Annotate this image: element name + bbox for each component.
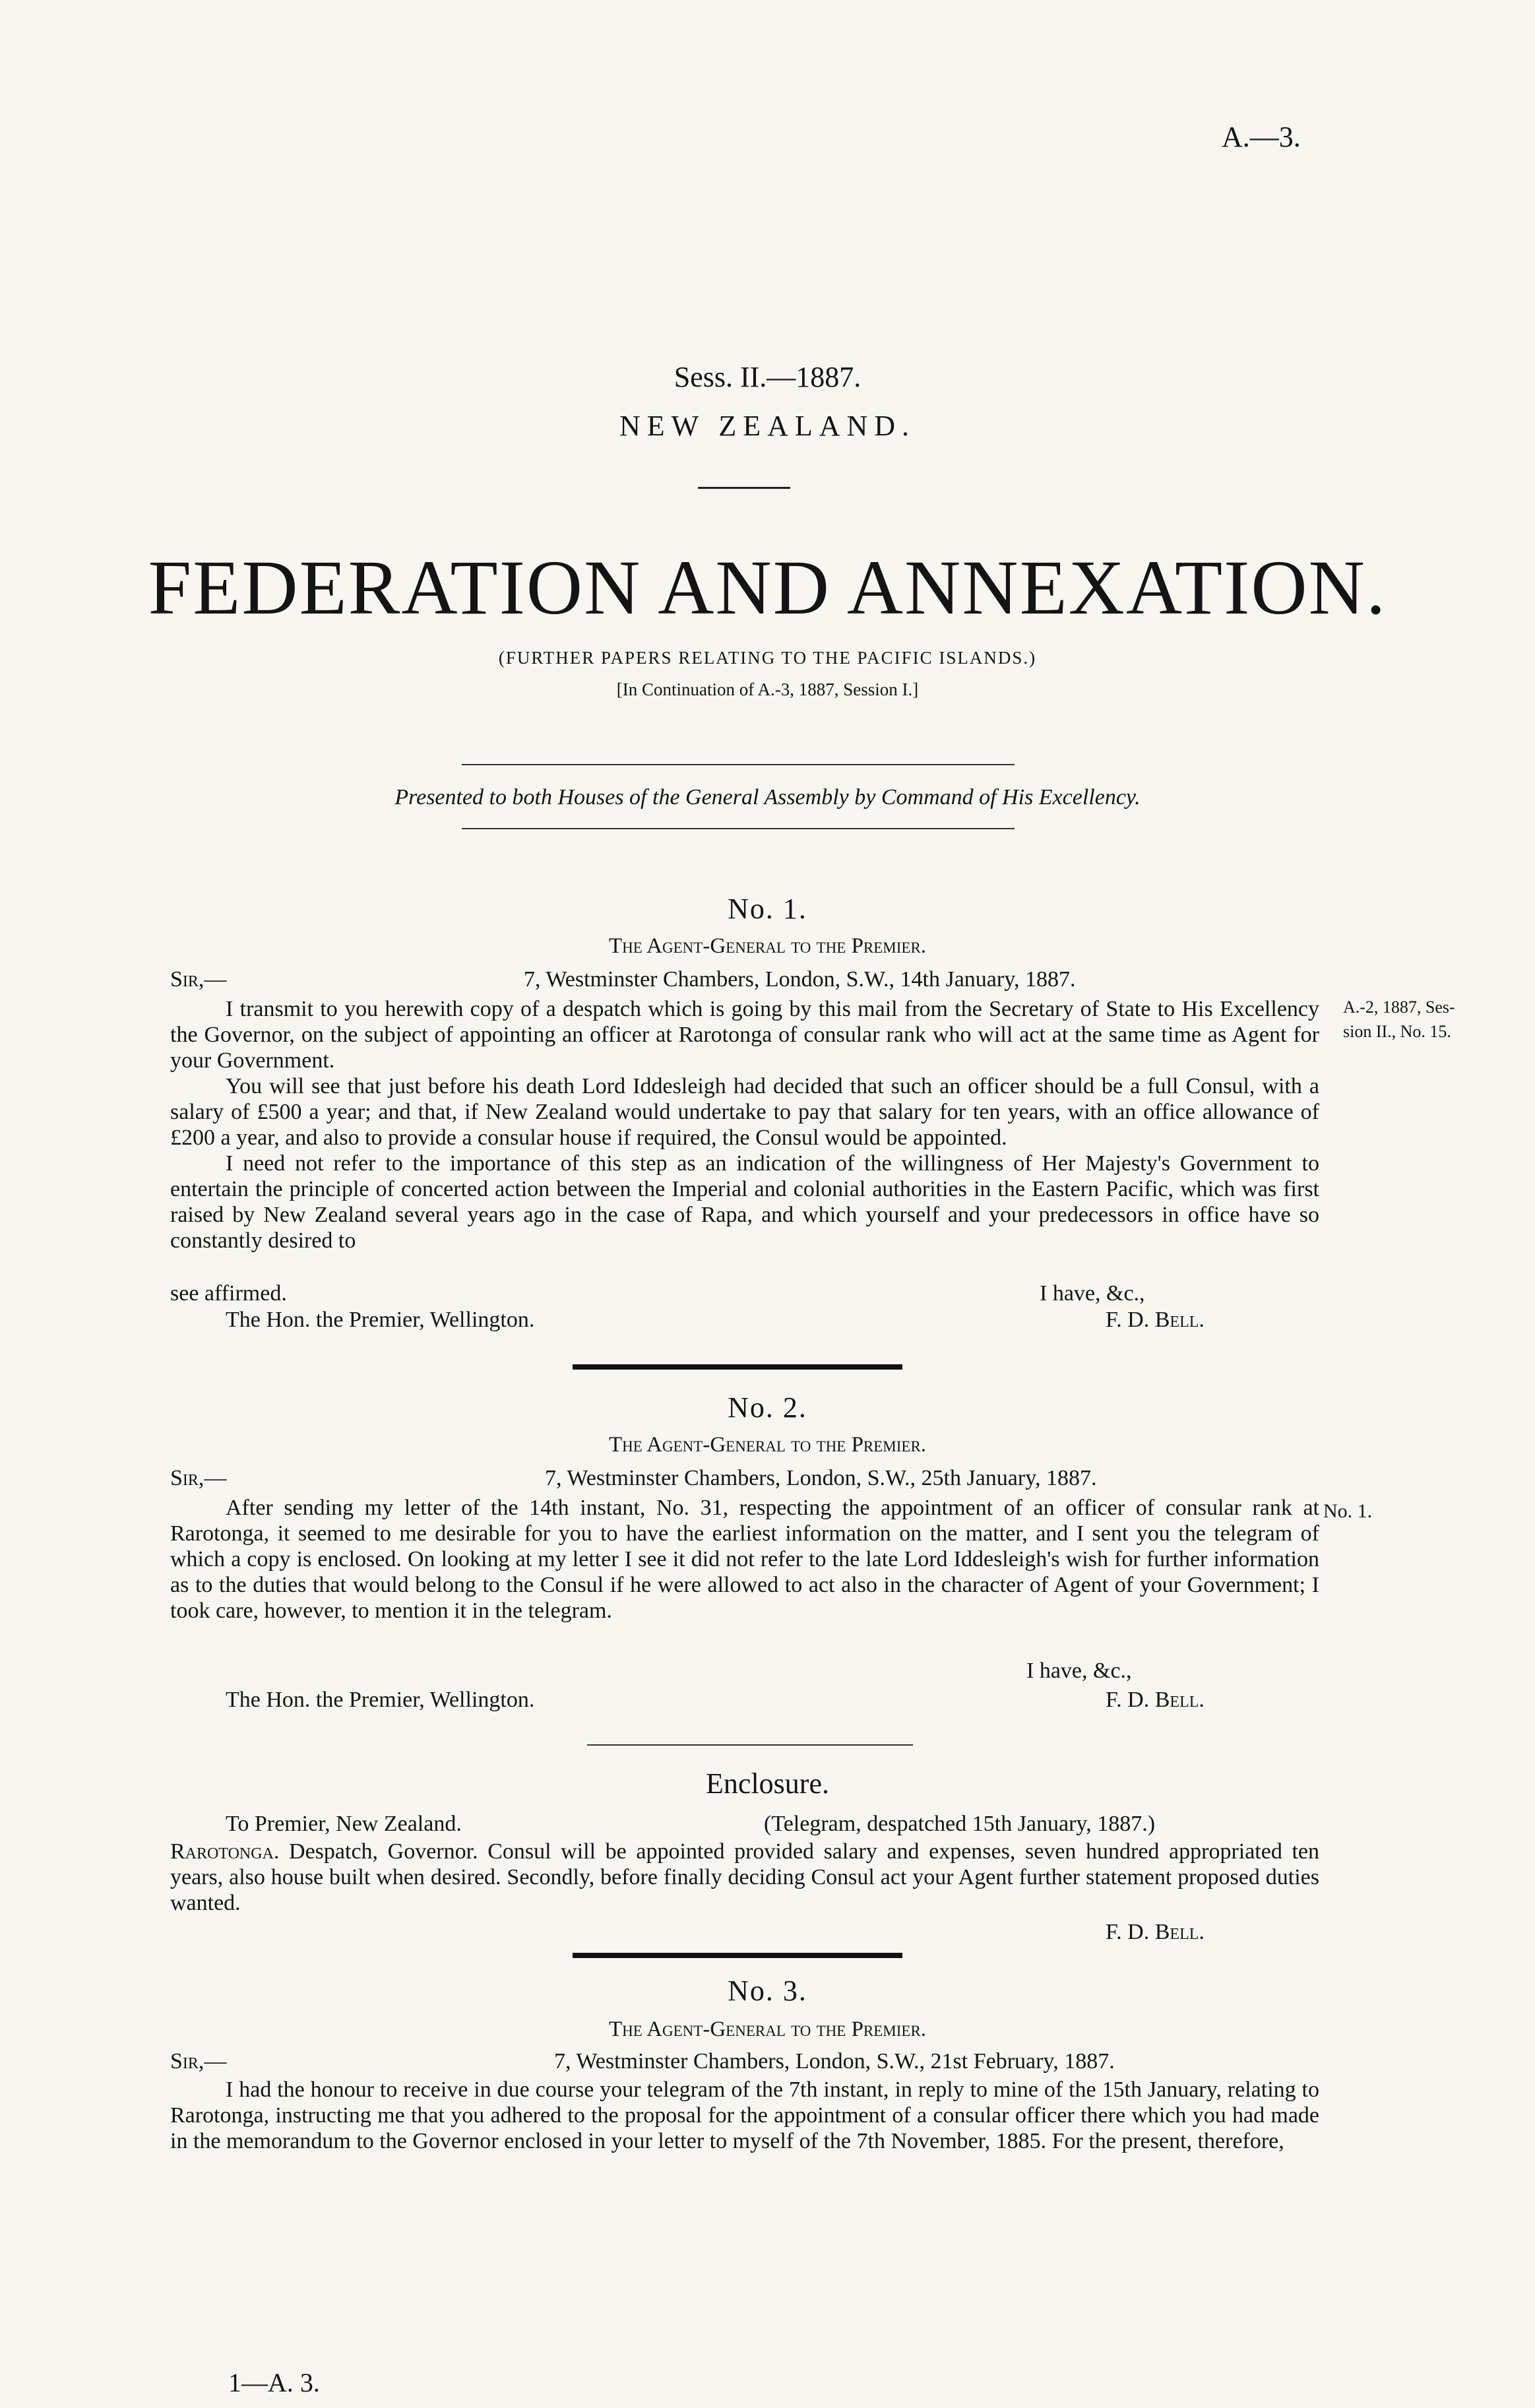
from-line-3: The Agent-General to the Premier. bbox=[608, 2017, 927, 2041]
continuation-note: [In Continuation of A.-3, 1887, Session I.] bbox=[616, 680, 919, 699]
document-number-1: No. 1. bbox=[728, 893, 807, 925]
section-divider bbox=[573, 1953, 902, 1958]
address-3: 7, Westminster Chambers, London, S.W., 21st February, 1887. bbox=[554, 2049, 1115, 2074]
signature-1: F. D. Bell. bbox=[1106, 1308, 1205, 1332]
signature-2: F. D. Bell. bbox=[1106, 1688, 1205, 1712]
paragraph bbox=[170, 1839, 1319, 1916]
document-number-3: No. 3. bbox=[728, 1975, 807, 2007]
signature-mark: 1—A. 3. bbox=[228, 2368, 320, 2397]
margin-note: No. 1. bbox=[1323, 1500, 1373, 1522]
salutation-1: Sir,— bbox=[170, 967, 227, 992]
paragraph: I need not refer to the importance of this step as an indication of the willingness of Her Majesty's Government to entertain the principle of concerted action between the Imperial and colonial authorities in the Eastern Pacific, which was first raised by New Zealand several years ago in the case of Rapa, and which yourself and your predecessors in office have so constantly desired to bbox=[170, 1151, 1319, 1253]
paragraph: I had the honour to receive in due course your telegram of the 7th instant, in reply to mine of the 15th January, relating to Rarotonga, instructing me that you adhered to the proposal for the appointment of a consular officer there which you had made in the memorandum to the Governor enclosed in your letter to myself of the 7th November, 1885. For the present, therefore, bbox=[170, 2077, 1319, 2153]
rule-below-presented bbox=[462, 828, 1015, 829]
from-line-2: The Agent-General to the Premier. bbox=[608, 1433, 927, 1457]
paragraph: I transmit to you herewith copy of a despatch which is going by this mail from the Secretary of State to His Excellency the Governor, on the subject of appointing an officer at Rarotonga of consular rank who will act at the same time as Agent for your Government. bbox=[170, 997, 1319, 1073]
paragraph: You will see that just before his death Lord Iddesleigh had decided that such an officer should be a full Consul, with a salary of £500 a year; and that, if New Zealand would undertake to pay that salary for ten years, with an office allowance of £200 a year, and also to provide a consular house if required, the Consul would be appointed. bbox=[170, 1074, 1319, 1150]
session-line: Sess. II.—1887. bbox=[674, 361, 861, 393]
presented-line: Presented to both Houses of the General Assembly by Command of His Excellency. bbox=[394, 785, 1141, 809]
address-1: 7, Westminster Chambers, London, S.W., 14th January, 1887. bbox=[524, 967, 1076, 992]
telegram-to: To Premier, New Zealand. bbox=[226, 1812, 462, 1836]
recipient-1: The Hon. the Premier, Wellington. bbox=[226, 1308, 535, 1332]
telegram-text: Despatch, Governor. Consul will be appointed provided salary and expenses, seven hundred appropriated ten years, also house built when desired. Secondly, before finally deciding Consul act your Agent further statement proposed duties wanted. bbox=[170, 1839, 1319, 1915]
section-divider bbox=[573, 1364, 902, 1370]
recipient-2: The Hon. the Premier, Wellington. bbox=[226, 1688, 535, 1712]
document-number-2: No. 2. bbox=[728, 1391, 807, 1424]
signature-enclosure: F. D. Bell. bbox=[1106, 1920, 1205, 1944]
address-2: 7, Westminster Chambers, London, S.W., 25th January, 1887. bbox=[545, 1466, 1097, 1490]
rule-above-presented bbox=[462, 764, 1015, 765]
country-line: NEW ZEALAND. bbox=[619, 410, 916, 442]
enclosure-heading: Enclosure. bbox=[706, 1767, 829, 1800]
telegram-place: Rarotonga. bbox=[170, 1839, 280, 1864]
salutation-2: Sir,— bbox=[170, 1466, 227, 1490]
telegram-date: (Telegram, despatched 15th January, 1887.) bbox=[764, 1812, 1156, 1836]
short-rule bbox=[698, 487, 790, 489]
letter-body-2 bbox=[170, 1495, 1319, 1624]
paragraph: After sending my letter of the 14th instant, No. 31, respecting the appointment of an officer of consular rank at Rarotonga, it seemed to me desirable for you to have the earliest information on the matter, and I sent you the telegram of which a copy is enclosed. On looking at my letter I see it did not refer to the late Lord Iddesleigh's wish for further information as to the duties that would belong to the Consul if he were allowed to act also in the character of Agent of your Government; I took care, however, to mention it in the telegram. bbox=[170, 1496, 1319, 1623]
closing-fragment: see affirmed. bbox=[170, 1281, 287, 1306]
document-reference: A.—3. bbox=[1222, 121, 1301, 153]
telegram-body bbox=[170, 1839, 1319, 1916]
enclosure-divider bbox=[587, 1744, 913, 1746]
page-title: FEDERATION AND ANNEXATION. bbox=[148, 544, 1387, 631]
letter-body-3 bbox=[170, 2077, 1319, 2154]
closing-1: I have, &c., bbox=[1040, 1281, 1145, 1306]
letter-body-1 bbox=[170, 996, 1319, 1253]
margin-note: sion II., No. 15. bbox=[1343, 1022, 1451, 1041]
closing-2: I have, &c., bbox=[1026, 1659, 1132, 1683]
from-line-1: The Agent-General to the Premier. bbox=[608, 934, 927, 958]
salutation-3: Sir,— bbox=[170, 2049, 227, 2074]
margin-note: A.-2, 1887, Ses- bbox=[1343, 998, 1455, 1017]
subtitle: (FURTHER PAPERS RELATING TO THE PACIFIC ISLANDS.) bbox=[498, 648, 1037, 668]
